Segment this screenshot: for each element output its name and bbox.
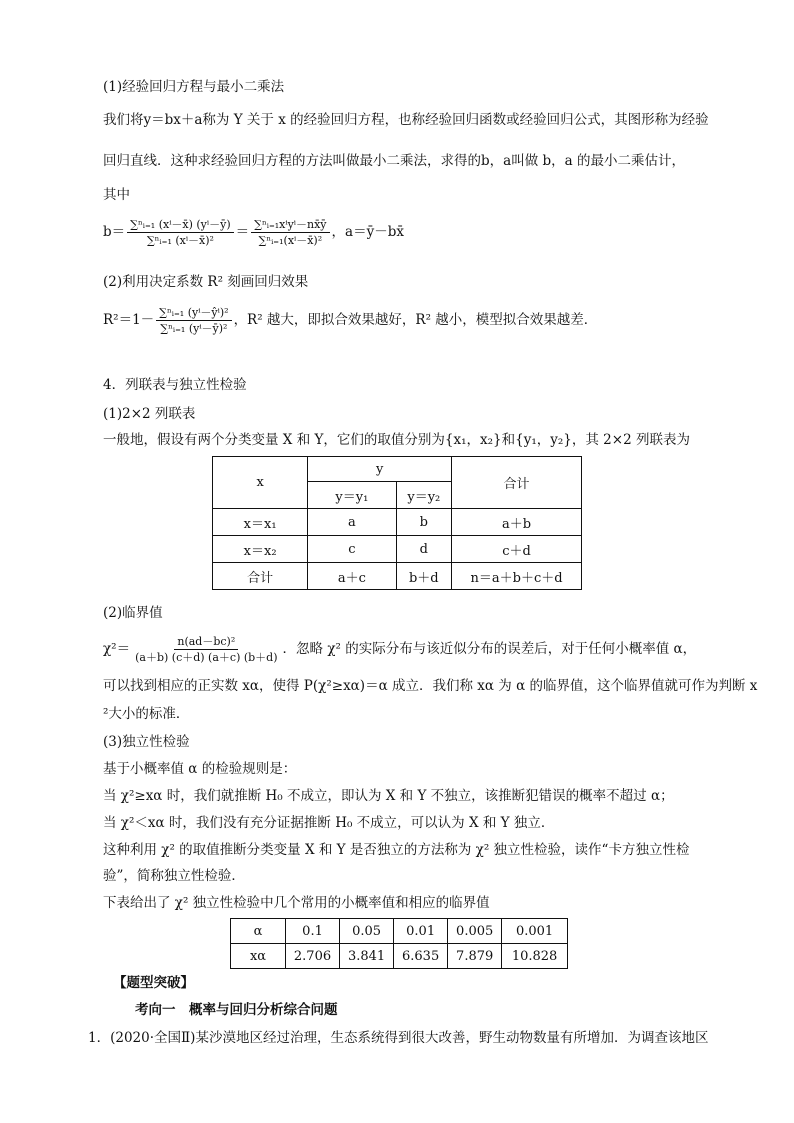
table-cell: 7.879 bbox=[448, 944, 502, 969]
formula-chi-numerator: n(ad－bc)² bbox=[174, 634, 238, 650]
table-cell: x＝x₁ bbox=[213, 509, 308, 536]
formula-a: ，a＝ȳ－bx̄ bbox=[331, 224, 404, 240]
formula-chi-text: ．忽略 χ² 的实际分布与该近似分布的误差后，对于任何小概率值 α， bbox=[282, 641, 697, 657]
formula-b-fraction-2-denominator: ∑ⁿᵢ₌₁(xⁱ－x̄)² bbox=[258, 234, 323, 247]
table-row bbox=[213, 509, 582, 536]
table-cell: n＝a＋b＋c＋d bbox=[452, 563, 582, 590]
table-cell: a＋b bbox=[452, 509, 582, 536]
critical-table-x-label: xα bbox=[231, 944, 286, 969]
critical-paragraph-line2: 可以找到相应的正实数 xα，使得 P(χ²≥xα)＝α 成立．我们称 xα 为 α 的临界值，这个临界值就可作为判断 x bbox=[103, 678, 758, 694]
critical-table-alpha-label: α bbox=[231, 919, 286, 944]
section-r2-title: (2)利用决定系数 R² 刻画回归效果 bbox=[103, 274, 309, 290]
table-cell: b＋d bbox=[396, 563, 452, 590]
formula-r2-text: ，R² 越大，即拟合效果越好，R² 越小，模型拟合效果越差． bbox=[233, 312, 598, 328]
section-regression-title: (1)经验回归方程与最小二乘法 bbox=[103, 79, 285, 95]
type-break-heading: 【题型突破】 bbox=[113, 975, 194, 991]
formula-b-fraction-2 bbox=[251, 217, 329, 248]
formula-b-fraction-1-denominator: ∑ⁿᵢ₌₁ (xⁱ－x̄)² bbox=[146, 234, 214, 247]
table-cell: 3.841 bbox=[340, 944, 394, 969]
section-critical-value-title: (2)临界值 bbox=[103, 605, 163, 621]
table-cell: 2.706 bbox=[286, 944, 340, 969]
contingency-header-y2: y＝y₂ bbox=[396, 482, 452, 509]
table-cell: a bbox=[308, 509, 396, 536]
table-row bbox=[231, 919, 568, 944]
formula-r2-lhs: R²＝1－ bbox=[103, 312, 155, 328]
table-cell: a＋c bbox=[308, 563, 396, 590]
independence-rule-intro: 基于小概率值 α 的检验规则是： bbox=[103, 761, 297, 777]
section-independence-title: (3)独立性检验 bbox=[103, 734, 190, 750]
formula-chi-square bbox=[103, 632, 696, 666]
table-cell: d bbox=[396, 536, 452, 563]
table-cell: 10.828 bbox=[502, 944, 568, 969]
formula-r2-denominator: ∑ⁿᵢ₌₁ (yⁱ－ȳ)² bbox=[160, 322, 228, 335]
regression-paragraph-line2: 回归直线．这种求经验回归方程的方法叫做最小二乘法，求得的b，a叫做 b，a 的最小二乘估计， bbox=[103, 153, 685, 169]
table-row bbox=[213, 563, 582, 590]
formula-r2 bbox=[103, 303, 597, 337]
formula-b-lhs: b＝ bbox=[103, 224, 126, 240]
formula-r2-numerator: ∑ⁿᵢ₌₁ (yⁱ－ŷⁱ)² bbox=[156, 305, 231, 321]
independence-paragraph-line1: 这种利用 χ² 的取值推断分类变量 X 和 Y 是否独立的方法称为 χ² 独立性检验，读作“卡方独立性检 bbox=[103, 842, 690, 858]
independence-paragraph-line2: 验”，简称独立性检验． bbox=[103, 868, 245, 884]
table-cell: 合计 bbox=[213, 563, 308, 590]
formula-chi-lhs: χ²＝ bbox=[103, 641, 131, 657]
formula-b-fraction-1-numerator: ∑ⁿᵢ₌₁ (xⁱ－x̄) (yⁱ－ȳ) bbox=[127, 217, 233, 233]
table-cell: 0.001 bbox=[502, 919, 568, 944]
critical-paragraph-line3: ²大小的标准． bbox=[103, 706, 190, 722]
contingency-subtitle: (1)2×2 列联表 bbox=[103, 406, 196, 422]
formula-b bbox=[103, 215, 404, 249]
table-row bbox=[231, 944, 568, 969]
contingency-header-x: x bbox=[213, 457, 308, 509]
contingency-paragraph: 一般地，假设有两个分类变量 X 和 Y，它们的取值分别为{x₁，x₂}和{y₁，y₂}，其 2×2 列联表为 bbox=[103, 432, 690, 448]
table-cell: b bbox=[396, 509, 452, 536]
contingency-header-y1: y＝y₁ bbox=[308, 482, 396, 509]
formula-chi-denominator: (a＋b) (c＋d) (a＋c) (b＋d) bbox=[135, 651, 278, 664]
table-row bbox=[213, 536, 582, 563]
table-cell: x＝x₂ bbox=[213, 536, 308, 563]
table-cell: 6.635 bbox=[394, 944, 448, 969]
independence-rule-1: 当 χ²≥xα 时，我们就推断 H₀ 不成立，即认为 X 和 Y 不独立，该推断犯错误的概率不超过 α； bbox=[103, 788, 674, 804]
regression-paragraph-line1: 我们将y＝bx＋a称为 Y 关于 x 的经验回归方程，也称经验回归函数或经验回归公式，其图形称为经验 bbox=[103, 112, 709, 128]
table-cell: c bbox=[308, 536, 396, 563]
formula-b-fraction-1 bbox=[127, 217, 233, 248]
independence-table-intro: 下表给出了 χ² 独立性检验中几个常用的小概率值和相应的临界值 bbox=[103, 895, 490, 911]
table-cell: c＋d bbox=[452, 536, 582, 563]
question-1: 1．(2020·全国Ⅱ)某沙漠地区经过治理，生态系统得到很大改善，野生动物数量有所增加．为调查该地区 bbox=[88, 1030, 709, 1046]
table-cell: 0.01 bbox=[394, 919, 448, 944]
where-label: 其中 bbox=[103, 187, 130, 203]
formula-b-fraction-2-numerator: ∑ⁿᵢ₌₁xⁱyⁱ－nx̄ȳ bbox=[251, 217, 329, 233]
table-cell: 0.1 bbox=[286, 919, 340, 944]
equals-sign: ＝ bbox=[235, 224, 250, 240]
direction-heading: 考向一 概率与回归分析综合问题 bbox=[135, 1002, 338, 1018]
independence-rule-2: 当 χ²＜xα 时，我们没有充分证据推断 H₀ 不成立，可以认为 X 和 Y 独立． bbox=[103, 815, 555, 831]
contingency-table bbox=[212, 456, 582, 590]
critical-value-table bbox=[230, 918, 568, 969]
table-cell: 0.05 bbox=[340, 919, 394, 944]
section-contingency-heading: 4．列联表与独立性检验 bbox=[103, 377, 247, 393]
formula-chi-fraction bbox=[132, 634, 280, 665]
formula-r2-fraction bbox=[156, 305, 231, 336]
contingency-header-total: 合计 bbox=[452, 457, 582, 509]
table-cell: 0.005 bbox=[448, 919, 502, 944]
contingency-header-y: y bbox=[308, 457, 452, 482]
